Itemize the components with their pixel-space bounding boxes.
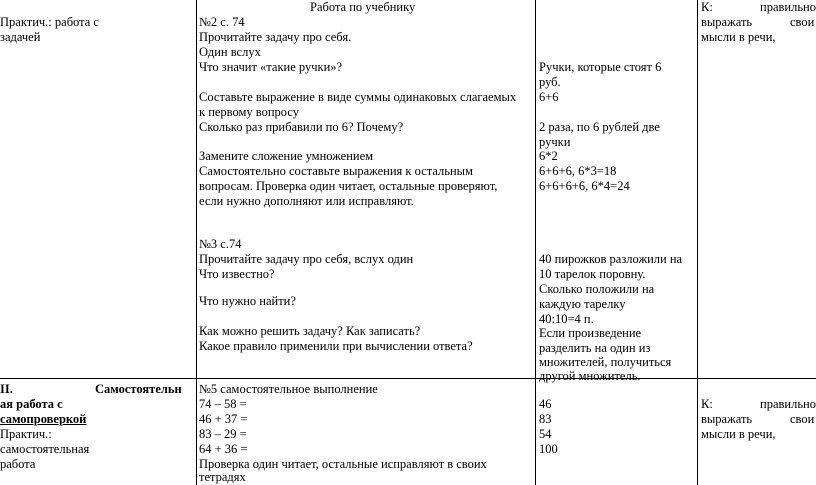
stage-text-line: Практич.: работа с — [0, 15, 99, 29]
answer-line: ручки — [539, 135, 571, 149]
answer-line: 10 тарелок поровну. — [539, 267, 646, 281]
text-line: Что нужно найти? — [199, 294, 296, 308]
text-line: Что значит «такие ручки»? — [199, 60, 343, 74]
answer-line: 46 — [539, 397, 552, 411]
table-border-col1 — [196, 0, 197, 485]
table-border-col2 — [535, 0, 536, 485]
answer-line: 40 пирожков разложили на — [539, 252, 683, 266]
skills-text: мысли в речи, — [701, 427, 776, 441]
answer-line: 6+6+6+6, 6*4=24 — [539, 179, 630, 193]
text-line: Сколько раз прибавили по 6? Почему? — [199, 120, 404, 134]
answer-line: Если произведение — [539, 326, 642, 340]
text-line: №5 самостоятельное выполнение — [199, 382, 378, 396]
answer-line: разделить на один из — [539, 341, 651, 355]
text-line: к первому вопросу — [199, 105, 299, 119]
text-line: Самостоятельно составьте выражения к остальным — [199, 164, 473, 178]
text-line: 83 – 29 = — [199, 427, 247, 441]
answer-line: множителей, получиться — [539, 355, 672, 369]
stage-text-line: работа — [0, 457, 36, 471]
text-line: вопросам. Проверка один читает, остальные проверяют, — [199, 179, 498, 193]
text-line: Проверка один читает, остальные исправляют в своих — [199, 457, 487, 471]
skills-text: свои — [790, 15, 815, 29]
stage-title: ая работа с — [0, 397, 63, 411]
text-line: тетрадях — [199, 470, 246, 484]
stage-text-line: самостоятельная — [0, 442, 90, 456]
stage-number: II. — [0, 382, 13, 396]
answer-line: 54 — [539, 427, 552, 441]
task-title: №3 с.74 — [199, 237, 242, 251]
skills-text: выражать — [701, 412, 753, 426]
text-line: если нужно дополняют или исправляют. — [199, 194, 414, 208]
text-line: Один вслух — [199, 45, 261, 59]
skills-text: правильно — [760, 0, 816, 14]
text-line: 74 – 58 = — [199, 397, 247, 411]
skills-text: выражать — [701, 15, 753, 29]
skills-text: правильно — [760, 397, 816, 411]
answer-line: 83 — [539, 412, 552, 426]
answer-line: Ручки, которые стоят 6 — [539, 60, 662, 74]
text-line: Прочитайте задачу про себя, вслух один — [199, 252, 414, 266]
text-line: Прочитайте задачу про себя. — [199, 30, 352, 44]
skills-label: К: — [701, 397, 713, 411]
table-border-col3 — [697, 0, 698, 485]
stage-text-line: задачей — [0, 30, 41, 44]
text-line: Составьте выражение в виде суммы одинаковых слагаемых — [199, 90, 517, 104]
text-line: Замените сложение умножением — [199, 149, 374, 163]
answer-line: руб. — [539, 75, 561, 89]
answer-line: 6+6 — [539, 90, 559, 104]
text-line: 64 + 36 = — [199, 442, 248, 456]
skills-text: свои — [790, 412, 815, 426]
text-line: 46 + 37 = — [199, 412, 248, 426]
task-title: №2 с. 74 — [199, 15, 245, 29]
table-row-divider — [0, 378, 816, 379]
answer-line: 40:10=4 п. — [539, 312, 594, 326]
text-line: Как можно решить задачу? Как записать? — [199, 324, 421, 338]
answer-line: каждую тарелку — [539, 297, 626, 311]
skills-text: мысли в речи, — [701, 30, 776, 44]
answer-line: 6+6+6, 6*3=18 — [539, 164, 617, 178]
answer-line: 100 — [539, 442, 558, 456]
answer-line: Сколько положили на — [539, 282, 655, 296]
stage-text-line: Практич.: — [0, 427, 52, 441]
cell-header: Работа по учебнику — [310, 0, 416, 14]
answer-line: 2 раза, по 6 рублей две — [539, 120, 660, 134]
text-line: Какое правило применили при вычислении ответа? — [199, 339, 473, 353]
text-line: Что известно? — [199, 267, 275, 281]
stage-title: Самостоятельн — [95, 382, 182, 396]
stage-title: самопроверкой — [0, 412, 87, 426]
answer-line: другой множитель. — [539, 369, 641, 383]
skills-label: К: — [701, 0, 713, 14]
answer-line: 6*2 — [539, 149, 558, 163]
